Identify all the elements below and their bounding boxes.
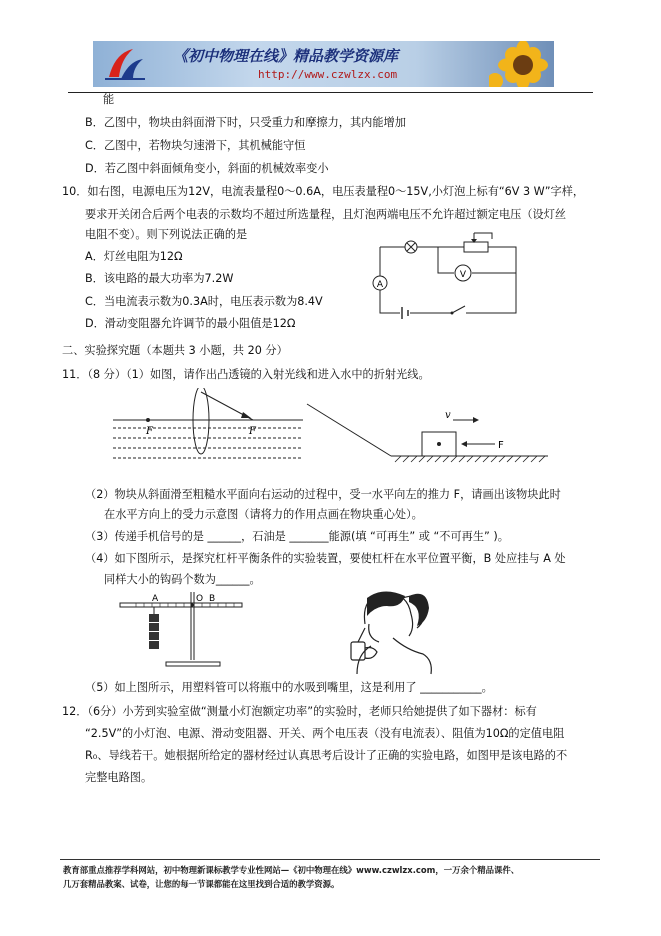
lens-diagram <box>113 388 303 464</box>
q10-stem-line2: 要求开关闭合后两个电表的示数均不超过所选量程，且灯泡两端电压不允许超过额定电压（设灯丝 <box>85 208 567 221</box>
header-banner <box>93 41 554 87</box>
rheostat-icon <box>464 242 488 252</box>
banner-title: 《初中物理在线》精品教学资源库 <box>173 47 399 65</box>
incline-diagram <box>305 398 550 464</box>
q11-part2-line1: （2）物块从斜面滑至粗糙水平面向右运动的过程中，受一水平向左的推力 F，请画出该物块此时 <box>85 488 561 501</box>
focus-left-label: F <box>146 426 153 437</box>
footer-line2: 几万套精品教案、试卷，让您的每一节课都能在这里找到合适的教学资源。 <box>63 879 340 889</box>
site-logo-icon <box>103 45 147 83</box>
sunflower-icon <box>489 41 554 87</box>
q11-part2-line2: 在水平方向上的受力示意图（请将力的作用点画在物块重心处）。 <box>104 508 423 521</box>
q12-line2: “2.5V”的小灯泡、电源、滑动变阻器、开关、两个电压表（没有电流表）、阻值为10Ω的定值电阻 <box>85 727 565 740</box>
q10-option-b: B．该电路的最大功率为7.2W <box>85 272 234 285</box>
section-heading: 二、实验探究题（本题共 3 小题，共 20 分） <box>62 344 288 357</box>
q10-option-c: C．当电流表示数为0.3A时，电压表示数为8.4V <box>85 295 323 308</box>
q12-line3: R₀、导线若干。她根据所给定的器材经过认真思考后设计了正确的实验电路，如图甲是该电路的不 <box>85 749 568 762</box>
footer-divider <box>60 859 600 860</box>
switch-icon <box>452 306 465 313</box>
ammeter-label: A <box>376 280 384 290</box>
lever-label-b: B <box>209 594 216 604</box>
voltmeter-label: V <box>459 270 467 280</box>
battery-icon <box>402 307 408 319</box>
banner-url[interactable]: http://www.czwlzx.com <box>258 68 398 81</box>
girl-drinking-illustration <box>343 588 435 676</box>
q11-part3: （3）传递手机信号的是 ______，石油是 _______能源(填 “可再生” 或 “不可再生” )。 <box>85 530 509 543</box>
q11-part4-line2: 同样大小的钩码个数为______。 <box>104 573 261 586</box>
lever-label-o: O <box>196 594 204 604</box>
header-divider <box>68 92 593 93</box>
q11-part5: （5）如上图所示，用塑料管可以将瓶中的水吸到嘴里，这是利用了 ___________。 <box>85 681 493 694</box>
q9-option-c: C．乙图中，若物块匀速滑下，其机械能守恒 <box>85 139 306 152</box>
q12-line4: 完整电路图。 <box>85 771 153 784</box>
q10-stem-line1: 10．如右图，电源电压为12V，电流表量程0～0.6A，电压表量程0～15V,小灯泡上标有“6V 3 W”字样， <box>62 185 585 198</box>
q10-option-d: D．滑动变阻器允许调节的最小阻值是12Ω <box>85 317 296 330</box>
force-label: F <box>498 440 504 451</box>
lever-label-a: A <box>152 594 159 604</box>
velocity-label: v <box>445 410 451 421</box>
q9-continuation: 能 <box>103 93 115 106</box>
q12-line1: 12．（6分）小芳到实验室做“测量小灯泡额定功率”的实验时，老师只给她提供了如下器材：标有 <box>62 705 537 718</box>
hook-weights-icon <box>149 607 159 649</box>
q9-option-d: D．若乙图中斜面倾角变小，斜面的机械效率变小 <box>85 162 329 175</box>
q9-option-b: B．乙图中，物块由斜面滑下时，只受重力和摩擦力，其内能增加 <box>85 116 406 129</box>
q11-intro: 11．（8 分）（1）如图，请作出凸透镜的入射光线和进入水中的折射光线。 <box>62 368 430 381</box>
q10-option-a: A．灯丝电阻为12Ω <box>85 250 183 263</box>
lever-diagram <box>116 590 246 672</box>
q11-part4-line1: （4）如下图所示，是探究杠杆平衡条件的实验装置，要使杠杆在水平位置平衡，B 处应挂与 A 处 <box>85 552 566 565</box>
q10-stem-line3: 电阻不变）。则下列说法正确的是 <box>85 228 248 241</box>
focus-right-label: F <box>249 426 256 437</box>
footer-line1: 教育部重点推荐学科网站，初中物理新课标教学专业性网站—《初中物理在线》www.czwlzx.com，一万余个精品课件、 <box>63 865 520 875</box>
q10-circuit-diagram <box>366 225 522 325</box>
